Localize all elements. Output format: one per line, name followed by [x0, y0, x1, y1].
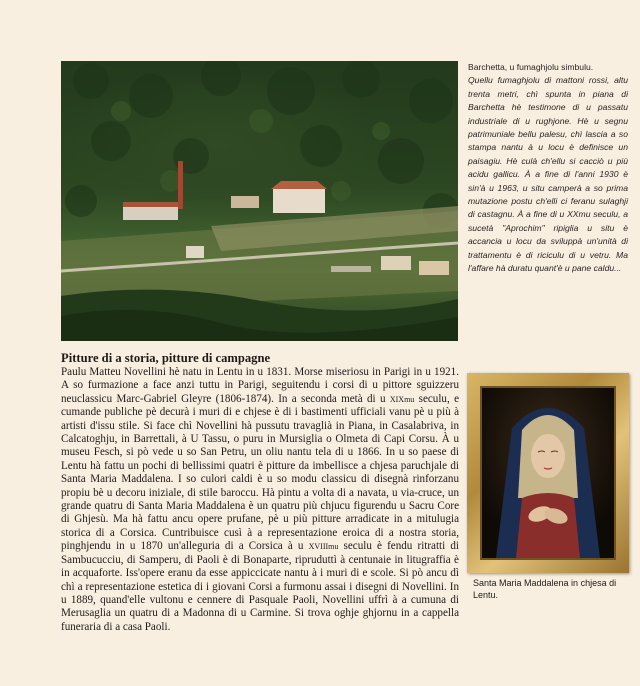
photo-caption [468, 61, 628, 276]
article-text-part-2: seculu, e cumande publiche pè decurà i muri di e chjese è di i bastimenti ufficiali vanu pè u più à artisti d'issu stile. Si face chì Novellini hà pussutu travaglià in Piana, in Casalabriva, in Calcatoghju, in Barrettali, à U Tassu, o puru in Mursiglia o Olmeta di Capi Corsu. À u museu Fesch, si pò vede u so San Petru, un oliu nantu tela di u 1866. In u so paese di Lentu hà fattu un pochi di bellissimi quatri è pitture da imbellisce a chjesa paruchjale di Santa Maria Maddalena. I so culori caldi è u so modu classicu di disegnà rinforzanu propiu bè u decoru iniziale, di stile baroccu. Hà pintu a volta di a navata, u via-cruce, un grande quatru di Santa Maria Maddalena è un quatru più chjucu figurendu u Sacru Core di Ghjesù. Ma hà fattu ancu opere prufane, pè u più pitture arradicate in a mitulugia storica di a Corsica. Cuntribuisce cusì à a representazione eroica di a nostra storia, pinghjendu in u 1870 un'alleguria di a Corsica à u [61, 392, 459, 553]
painting-madonna [480, 386, 616, 560]
article-text-part-1: Paulu Matteu Novellini hè natu in Lentu in u 1831. Morse miseriosu in Parigi in u 1921. A so furmazione a face anzi tuttu in Parigi, seguitendu i corsi di u pittore sguizzeru neuclassicu Marc-Gabriel Gleyre (1806-1874). In a seconda metà di u [61, 366, 459, 405]
article-body [61, 366, 459, 634]
article-text-part-3: seculu è fendu ritratti di Sambucucciu, di Samperu, di Paoli è di Bonaparte, ripruduttì à centunaie in litugraffia è in acquaforte. Iss'opere eranu da esse appiccicate nantu à i muri di e scole. Si pò ancu dì chì a representazione estetica di i giovani Corsi a furmonu assai i disegni di Novellini. In u 1889, quand'elle vultonu e cennere di Pasquale Paoli, Novellini uffrì à a cumuna di Merusaglia un quatru di a Madonna di u Carmine. Si trova oghje ghjornu in a cappella funeraria di a casa Paoli. [61, 540, 459, 633]
photo-caption-title: Barchetta, u fumaghjolu simbulu. [468, 62, 594, 72]
century-19: XIXmu [389, 394, 415, 404]
photo-caption-body: Quellu fumaghjolu di mattoni rossi, altu trenta metri, chì spunta in piana di Barchetta hè testimone di u passatu industriale di u rughjone. Hè u segnu patrimuniale bellu palesu, chì lascia a so stampa nantu à u locu è definisce un paisagiu. Hè culà ch'ellu si cacciò u più acidu gallicu. À a fine di l'anni 1930 è sin'à u 1963, u situ camperà a so prima mutazione postu ch'elli ci feranu sulaghji di castagnu. À a fine di u XXmu seculu, a sucetà "Aprochim" ripiglia u situ è accancia u locu da sviluppà un'unità di trattamentu è di riciculu di u vetru. Ma l'affare hà duratu quant'è u pane caldu... [468, 75, 628, 274]
painting-frame [467, 373, 629, 573]
painting-caption: Santa Maria Maddalena in chjesa di Lentu. [473, 578, 617, 600]
aerial-photo-barchetta [61, 61, 458, 341]
century-18: XVIIImu [308, 542, 339, 552]
article-heading: Pitture di a storia, pitture di campagne [61, 351, 271, 365]
